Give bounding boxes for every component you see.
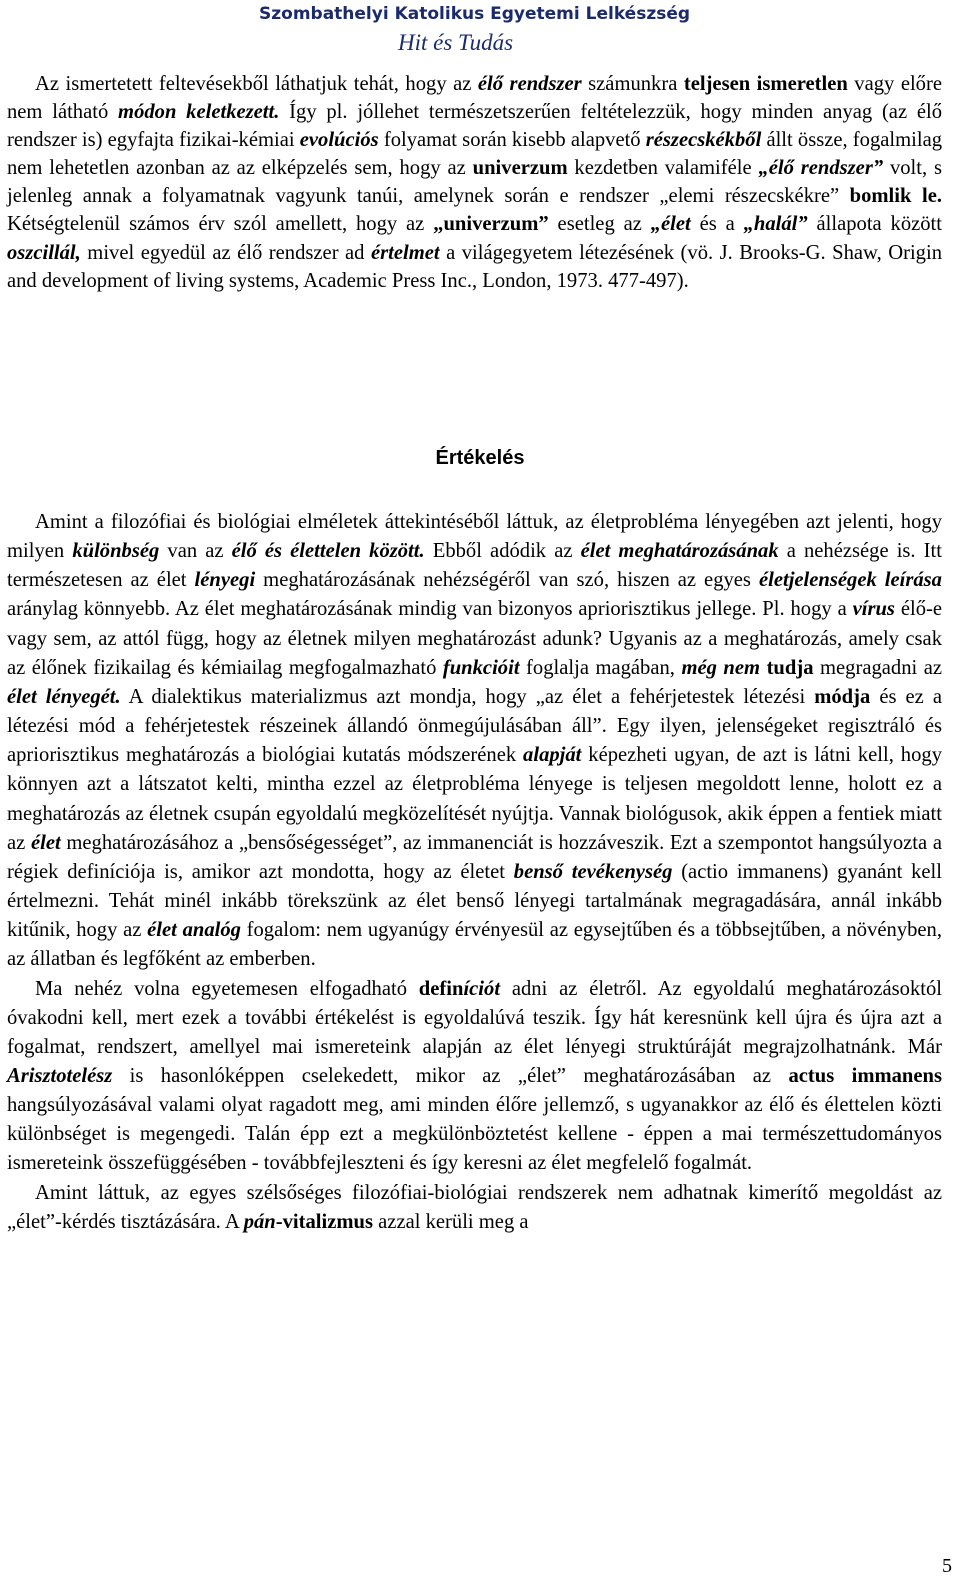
text-run: alapját <box>523 744 582 767</box>
text-run: még nem <box>681 656 761 679</box>
text-run: Arisztotelész <box>7 1064 113 1087</box>
text-run: Ma nehéz volna egyetemesen elfogadható <box>35 977 419 1000</box>
text-run: élő és élettelen között. <box>231 540 425 563</box>
text-run: íciót <box>463 977 501 1000</box>
text-run: életjelenségek leírása <box>758 569 942 592</box>
text-run: actus immanens <box>788 1064 942 1087</box>
text-run: mivel egyedül az élő rendszer ad <box>80 241 371 264</box>
text-run: is hasonlóképpen cselekedett, mikor az „élet” meghatározásában az <box>112 1064 789 1087</box>
paragraph-evaluation-2 <box>7 975 942 1179</box>
text-run: részecskékből <box>645 129 762 152</box>
text-run: foglalja magában, <box>519 656 682 679</box>
section-title: Értékelés <box>435 447 525 469</box>
text-run: oszcillál, <box>7 241 81 264</box>
text-run: a világegyetem létezésének (vö. J. Brooks-G. Shaw, Origin and development of living systems, Academic Press Inc., London, 1973. 477-497). <box>7 241 942 292</box>
text-run: Ebből adódik az <box>424 540 581 563</box>
text-run: bomlik le. <box>849 185 942 208</box>
text-run: lényegi <box>194 569 256 592</box>
text-run: defin <box>418 977 464 1000</box>
header-subtitle: Hit és Tudás <box>398 30 514 55</box>
text-run: vírus <box>852 598 895 621</box>
text-run: módja <box>814 685 871 708</box>
text-run: kezdetben valamiféle <box>567 157 759 180</box>
text-run: evolúciós <box>299 129 379 152</box>
text-run: Kétségtelenül számos érv szól amellett, hogy az <box>7 213 434 236</box>
text-run: és a <box>690 213 744 236</box>
text-run: A dialektikus materializmus azt mondja, hogy „az élet a fehérjetestek létezési <box>120 685 815 708</box>
text-run: „élet <box>650 213 691 236</box>
page-number: 5 <box>942 1555 952 1577</box>
text-run: a nehézsége is. Itt természetesen az élet <box>7 540 942 592</box>
text-run: állt össze, fogalmilag nem lehetetlen azonban az az elképzelés sem, hogy az <box>7 129 943 180</box>
text-run: folyamat során kisebb alapvető <box>378 129 646 152</box>
text-run: azzal kerüli meg a <box>373 1210 529 1233</box>
header-organization: Szombathelyi Katolikus Egyetemi Lelkészség <box>259 4 691 24</box>
text-run: Így pl. jóllehet természetszerűen feltételezzük, hogy minden anyag (az élő rendszer is) egyfajta fizikai-kémiai <box>7 101 943 152</box>
text-run: módon keletkezett. <box>118 101 280 124</box>
text-run: Az ismertetett feltevésekből láthatjuk tehát, hogy az <box>35 73 478 95</box>
text-run: megragadni az <box>813 656 943 679</box>
text-run: hangsúlyozásával valami olyat ragadott meg, ami minden élőre jellemző, s ugyanakkor az élő és élettelen közti különbséget is megengedi. Talán épp ezt a megkülönböztetést kellene - éppen a mai természettudományos ismereteink összefüggésében - továbbfejleszteni és így keresni az élet megfelelő fogalmát. <box>7 1094 942 1175</box>
text-run: számunkra <box>581 73 684 95</box>
text-run: benső tevékenység <box>513 860 673 883</box>
text-run: fogalom: nem ugyanúgy érvényesül az egysejtűben és a többsejtűben, a növényben, az állatban és legfőként az emberben. <box>7 919 942 971</box>
paragraph-evaluation-1 <box>7 508 942 975</box>
text-run: Amint a filozófiai és biológiai elméletek áttekintéséből láttuk, az életprobléma lényegében azt jelenti, hogy milyen <box>7 511 942 563</box>
text-run: élet meghatározásának <box>580 540 779 563</box>
text-run: tudja <box>766 656 814 679</box>
text-run: élet <box>30 831 61 854</box>
text-run: (actio immanens) gyanánt kell értelmezni. Tehát minél inkább törekszünk az élet benső lényegi tartalmának megragadására, annál inkább kitűnik, hogy az <box>7 860 942 942</box>
text-run: élő rendszer <box>477 73 582 95</box>
text-run: univerzum <box>472 157 568 180</box>
text-run: pán <box>243 1210 276 1233</box>
paragraph-evaluation-3 <box>7 1179 942 1237</box>
text-run: volt, s jelenleg annak a folyamatnak vagyunk tanúi, amelynek során e rendszer „elemi részecskékre” <box>7 157 942 208</box>
text-run: adni az életről. Az egyoldalú meghatározásoktól óvakodni kell, mert ezek a további értékelést is egyoldalúvá teszik. Így hát keresnünk kell újra és újra azt a fogalmat, rendszert, amellyel mai ismereteink alapján az élet lényegi struktúráját megrajzolhatnánk. Már <box>7 977 942 1058</box>
text-run: „halál” <box>743 213 808 236</box>
text-run: aránylag könnyebb. Az élet meghatározásának mindig van bizonyos apriorisztikus jellege. Pl. hogy a <box>7 598 853 621</box>
text-run: értelmet <box>370 241 440 264</box>
text-run: különbség <box>72 540 160 563</box>
text-run: meghatározásához a „bensőségességet”, az immanenciát is hozzáveszik. Ezt a szempontot hangsúlyozta a régiek definíciója is, amikor azt mondotta, hogy az életet <box>7 831 942 883</box>
text-run: teljesen ismeretlen <box>683 73 848 95</box>
text-run: Amint láttuk, az egyes szélsőséges filozófiai-biológiai rendszerek nem adhatnak kimerítő megoldást az „élet”-kérdés tisztázására. A <box>7 1181 942 1233</box>
body-text-intro <box>7 70 942 295</box>
body-text-evaluation <box>7 508 942 1237</box>
text-run: élet lényegét. <box>7 685 121 708</box>
text-run: „univerzum” <box>433 213 549 236</box>
text-run: -vitalizmus <box>275 1210 374 1233</box>
text-run: esetleg az <box>548 213 651 236</box>
text-run: funkcióit <box>442 656 520 679</box>
text-run: élet analóg <box>147 919 241 942</box>
text-run: meghatározásának nehézségéről van szó, hiszen az egyes <box>255 569 759 592</box>
text-run: képezheti ugyan, de azt is látni kell, hogy könnyen azt a látszatot kelti, mintha ezzel az életprobléma lényege is teljesen megoldott lenne, holott ez a meghatározás az életnek csupán egyoldalú megközelítését nyújtja. Vannak biológusok, akik éppen a fentiek miatt az <box>7 744 942 854</box>
text-run: van az <box>159 540 232 563</box>
paragraph-intro <box>7 70 942 295</box>
text-run: „élő rendszer” <box>758 157 884 180</box>
text-run: állapota között <box>807 213 942 236</box>
text-run: élő-e vagy sem, az attól függ, hogy az életnek milyen meghatározást adunk? Ugyanis az a meghatározás, amely csak az élőnek fizikailag és kémiailag megfogalmazható <box>7 598 942 679</box>
text-run: vagy előre nem látható <box>7 73 942 124</box>
text-run: és ez a létezési mód a fehérjetestek részeinek állandó önmegújulásában áll”. Egy ilyen, jelenségeket regisztráló és apriorisztikus meghatározás a biológiai kutatás módszerének <box>7 685 943 767</box>
